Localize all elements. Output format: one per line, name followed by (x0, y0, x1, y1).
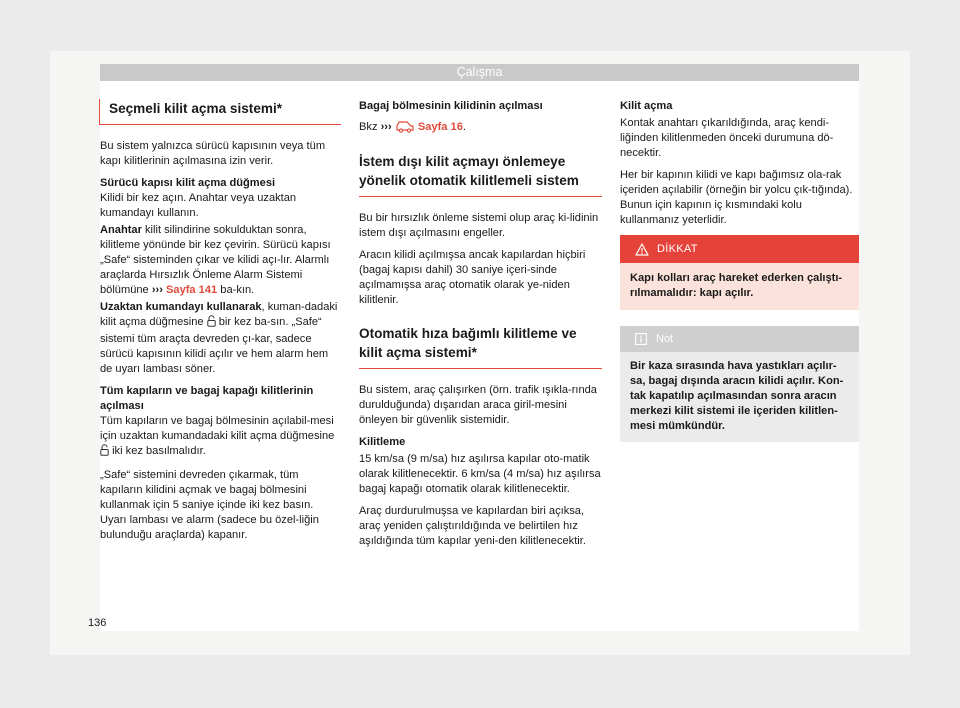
heading-speed-lock: Otomatik hıza bağımlı kilitleme ve kilit açma sistemi* (359, 324, 602, 369)
paragraph: Kontak anahtarı çıkarıldığında, araç kendi-liğinden kilitlenmeden önceki durumuna dö-necektir. (620, 117, 834, 159)
ref-arrows: ››› (380, 121, 392, 133)
note-text: Bir kaza sırasında hava yastıkları açılır-sa, bagaj dışında aracın kilidi açılır. Kon-tak kapatılıp açılmasından sonra aracın merkezi kilit sistemi ile içeriden kilitlen-mesi mümkündür. (620, 352, 859, 442)
subsection-driver-unlock (100, 176, 341, 191)
car-icon (395, 119, 415, 138)
page-number: 136 (88, 617, 107, 629)
see-reference (359, 119, 602, 138)
paragraph-remote (100, 300, 341, 377)
subsection-all-doors (100, 384, 341, 414)
subheading-text: Bagaj bölmesinin kilidinin açılması (359, 100, 543, 112)
key-label: Anahtar (100, 224, 142, 236)
unlock-icon (207, 315, 216, 332)
warning-box (620, 235, 859, 310)
key-text: kilit silindirine sokulduktan sonra, kilitleme yönünde bir kez çevirin. Sürücü kapısı „Safe“ sisteminden çıkar ve kilidi açı-lır. Alarmlı araçlarda Hırsızlık Önleme Alarm Sistemi bölümüne (100, 224, 331, 296)
warning-header (620, 235, 859, 263)
remote-text-2: bir kez ba-sın. „Safe“ sistemi tüm araçta devreden çı-kar, sadece sürücü kapısının kilidi açılır ve hem alarm hem de uyarı lambası söner. (100, 316, 329, 375)
all-doors-text-2: iki kez basılmalıdır. (109, 445, 206, 457)
subheading-trunk (359, 99, 602, 114)
subheading-locking (359, 435, 602, 450)
paragraph: Aracın kilidi açılmışsa ancak kapılardan hiçbiri (bagaj kapısı dahil) 30 saniye içeri-sinde açılmamışsa araç otomatik olarak ye-niden kilitlenir. (359, 249, 586, 306)
heading-auto-lock: İstem dışı kilit açmayı önlemeye yönelik otomatik kilitlemeli sistem (359, 152, 602, 197)
heading-selective-unlock: Seçmeli kilit açma sistemi* (99, 99, 341, 125)
paragraph-key (100, 223, 341, 298)
page-ref-link[interactable]: Sayfa 16 (417, 121, 463, 133)
column-3 (620, 99, 859, 442)
note-box (620, 326, 859, 442)
paragraph: Bu sistem, araç çalışırken (örn. trafik ışıkla-rında durulduğunda) dışarıdan araca giril-mesini önleyen bir güvenlik sistemidir. (359, 384, 597, 426)
page-ref-link[interactable]: Sayfa 141 (166, 284, 218, 296)
paragraph: Kilidi bir kez açın. Anahtar veya uzaktan kumandayı kullanın. (100, 192, 297, 219)
page-content (100, 81, 859, 631)
section-header: Çalışma (100, 64, 859, 81)
subheading-text: Kilit açma (620, 100, 673, 112)
unlock-icon (100, 444, 109, 461)
ref-tail: . (462, 121, 466, 133)
warning-triangle-icon (635, 243, 649, 256)
subheading: Tüm kapıların ve bagaj kapağı kilitlerinin açılması (100, 385, 314, 412)
note-label: Not (656, 332, 674, 345)
paragraph: Bu bir hırsızlık önleme sistemi olup araç ki-lidinin istem dışı açılmasını engeller. (359, 212, 599, 239)
remote-label: Uzaktan kumandayı kullanarak (100, 301, 262, 313)
subheading: Sürücü kapısı kilit açma düğmesi (100, 177, 276, 189)
info-icon (635, 333, 647, 345)
column-2 (359, 99, 602, 556)
paragraph-all-doors (100, 414, 341, 461)
all-doors-text: Tüm kapıların ve bagaj bölmesinin açılabil-mesi için uzaktan kumandadaki kilit açma düğmesine (100, 415, 335, 442)
ref-arrows: ››› (151, 284, 163, 296)
key-tail: ba-kın. (217, 284, 255, 296)
note-header (620, 326, 859, 352)
paragraph: Araç durdurulmuşsa ve kapılardan biri açıksa, araç yeniden çalıştırıldığında ve belirtilen hız aşıldığında tüm kapılar yeni-den kilitlenecektir. (359, 505, 586, 547)
column-1 (100, 99, 341, 550)
see-label: Bkz (359, 121, 378, 133)
intro-text: Bu sistem yalnızca sürücü kapısının veya tüm kapı kilitlerinin açılmasına izin verir. (100, 140, 326, 167)
paragraph: 15 km/sa (9 m/sa) hız aşılırsa kapılar oto-matik olarak kilitlenecektir. 6 km/sa (4 m/sa) hız aşılırsa bagaj kapağı otomatik olarak kilitlenecektir. (359, 453, 601, 495)
remote-text: , kuman-dadaki kilit açma düğmesine (100, 301, 338, 328)
paragraph-safe: „Safe“ sistemini devreden çıkarmak, tüm kapıların kilidini açmak ve bagaj bölmesini kullanmak için 5 saniye içinde iki kez basın. Uyarı lambası ve alarm (sadece bu özel-liğin bulunduğu araçlarda) kapanır. (100, 469, 319, 541)
paragraph: Her bir kapının kilidi ve kapı bağımsız ola-rak içeriden açılabilir (örneğin bir yolcu çık-tığında). Bunun için kapının iç kısmındaki kolu kullanmanız yeterlidir. (620, 169, 853, 226)
subheading-text: Kilitleme (359, 436, 406, 448)
warning-label: DİKKAT (657, 242, 698, 255)
subheading-unlocking (620, 99, 859, 114)
warning-text: Kapı kolları araç hareket ederken çalıştı-rılmamalıdır: kapı açılır. (620, 263, 859, 310)
